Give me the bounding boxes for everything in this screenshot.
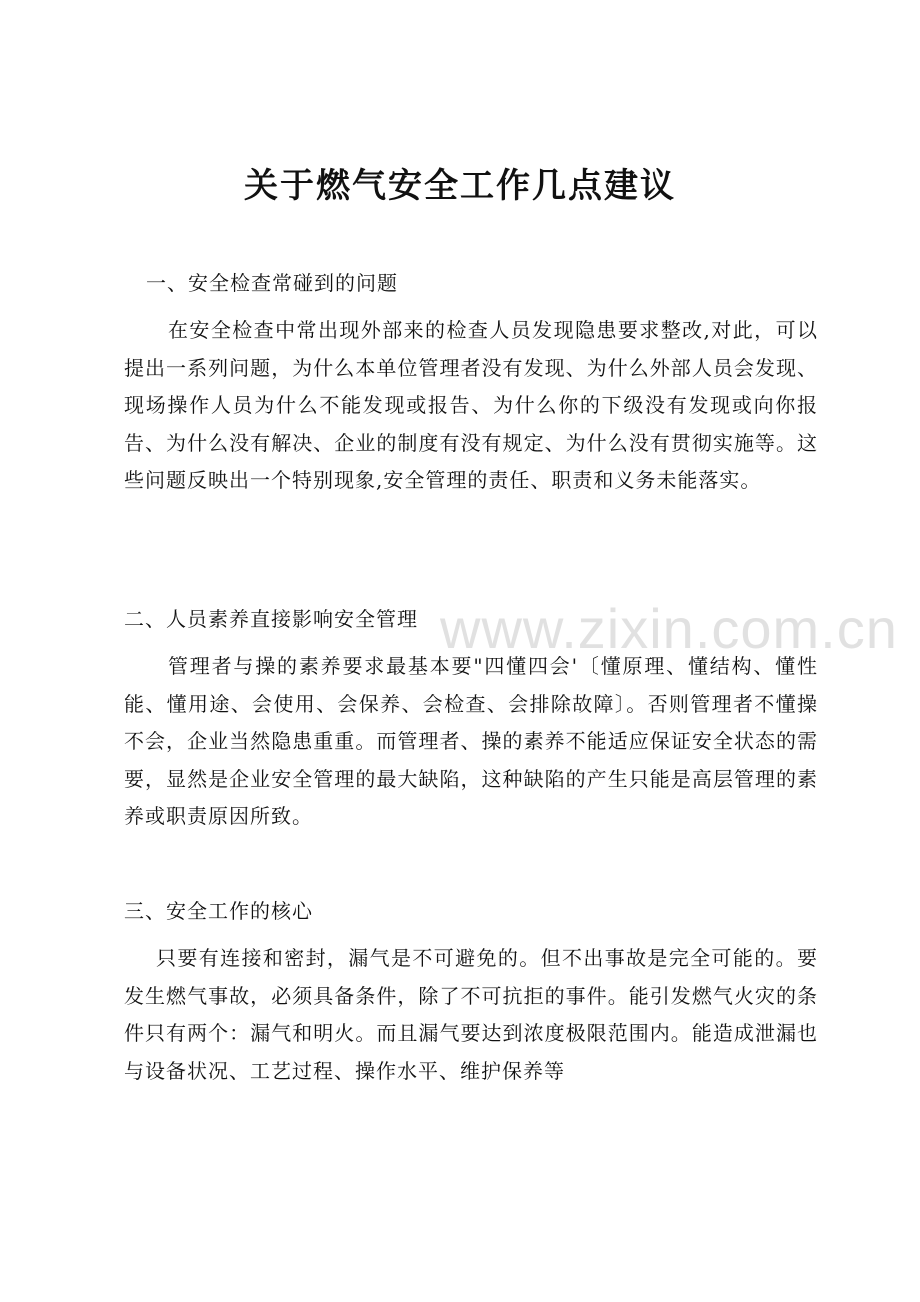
- section-3-heading: 三、安全工作的核心: [124, 899, 313, 923]
- section-2-paragraph: 管理者与操的素养要求最基本要"四懂四会'〔懂原理、懂结构、懂性能、懂用途、会使用、会保养、会检查、会排除故障〕。否则管理者不懂操不会，企业当然隐患重重。而管理者、操的素养不能适应保证安全状态的需要，显然是企业安全管理的最大缺陷，这种缺陷的产生只能是高层管理的素养或职责原因所致。: [124, 654, 818, 828]
- document-title: 关于燃气安全工作几点建议: [244, 166, 676, 206]
- section-1-heading: 一、安全检查常碰到的问题: [146, 271, 398, 295]
- section-1-paragraph: 在安全检查中常出现外部来的检查人员发现隐患要求整改,对此，可以提出一系列问题，为什么本单位管理者没有发现、为什么外部人员会发现、现场操作人员为什么不能发现或报告、为什么你的下级没有发现或向你报告、为什么没有解决、企业的制度有没有规定、为什么没有贯彻实施等。这些问题反映出一个特别现象,安全管理的责任、职责和义务未能落实。: [124, 318, 818, 492]
- section-2-heading: 二、人员素养直接影响安全管理: [124, 607, 418, 631]
- watermark: www.zixin.com.cn: [440, 597, 898, 660]
- section-3-paragraph: 只要有连接和密封，漏气是不可避免的。但不出事故是完全可能的。要发生燃气事故，必须具备条件，除了不可抗拒的事件。能引发燃气火灾的条件只有两个：漏气和明火。而且漏气要达到浓度极限范围内。能造成泄漏也与设备状况、工艺过程、操作水平、维护保养等: [124, 946, 818, 1083]
